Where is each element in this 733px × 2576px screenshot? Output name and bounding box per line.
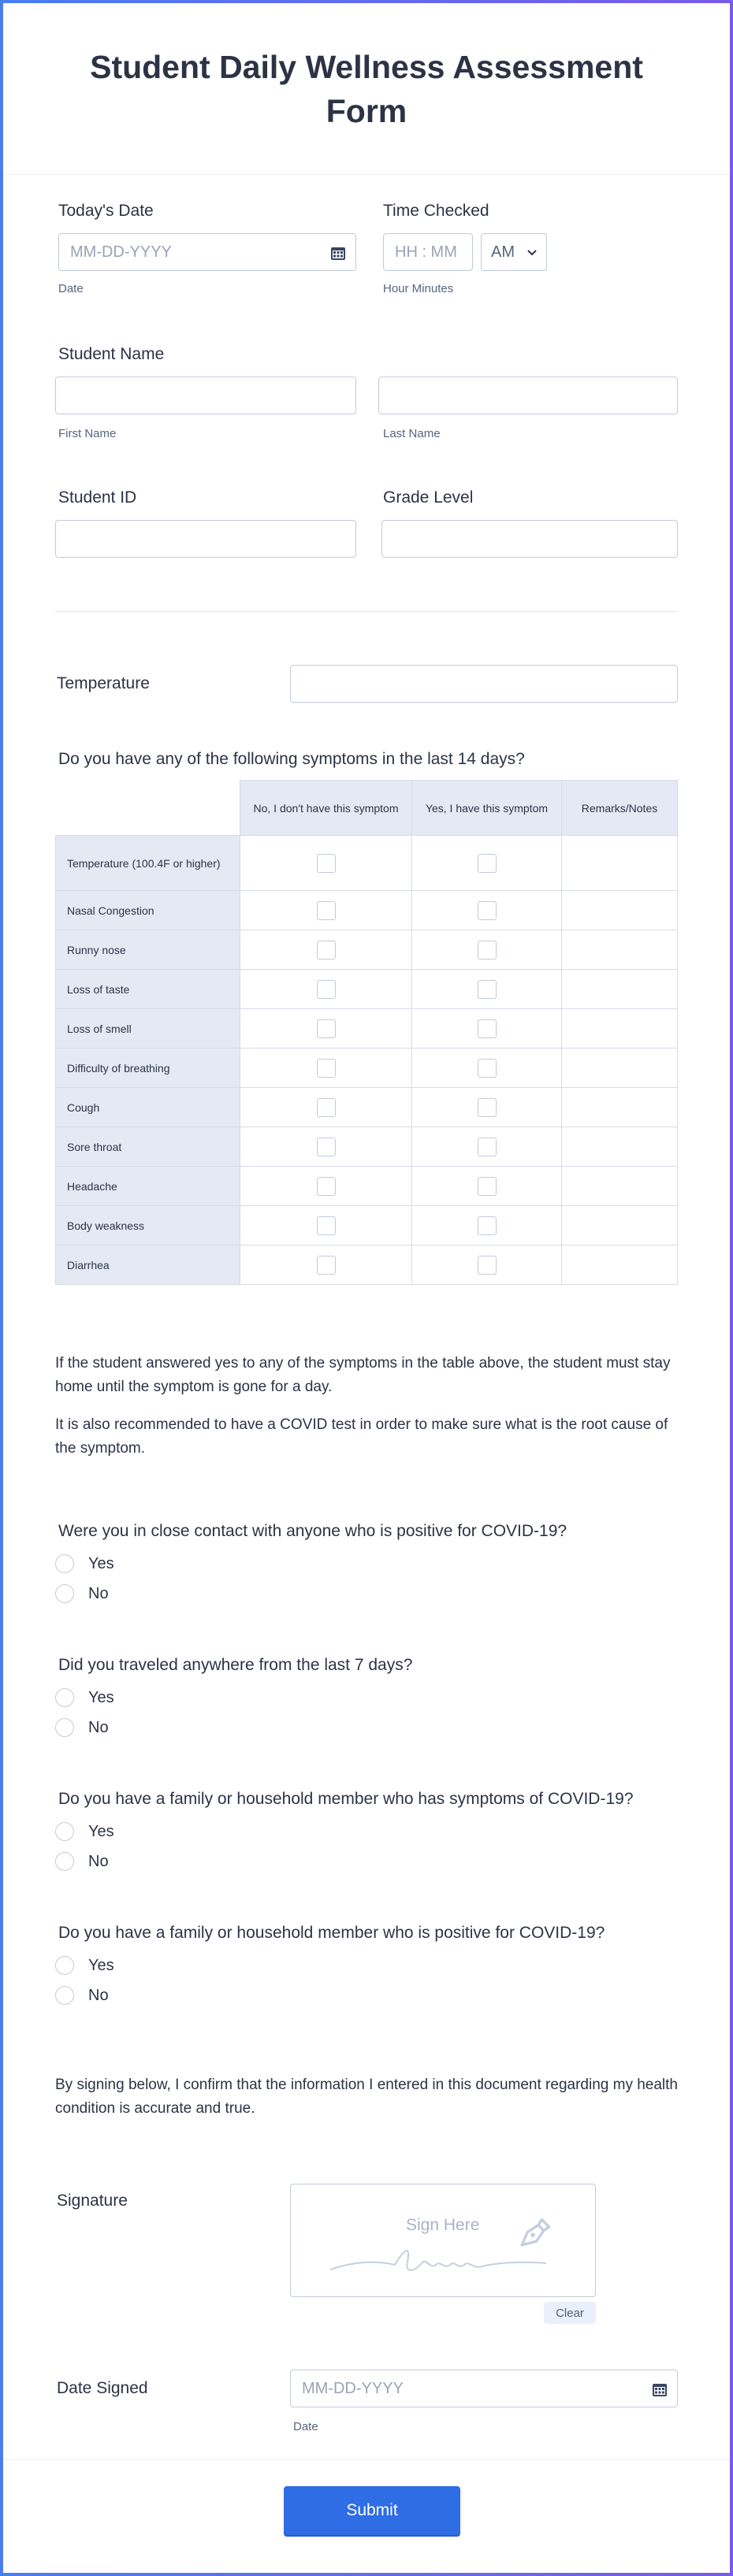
radio-option-yes[interactable] — [55, 1817, 678, 1847]
checkbox-no[interactable] — [317, 901, 336, 920]
row-label: Diarrhea — [56, 1245, 240, 1285]
checkbox-no[interactable] — [317, 1059, 336, 1078]
checkbox-no[interactable] — [317, 1019, 336, 1038]
radio-label: Yes — [88, 1822, 114, 1840]
signature-pad[interactable] — [290, 2184, 596, 2297]
checkbox-no[interactable] — [317, 1216, 336, 1235]
date-signed-input[interactable] — [290, 2370, 678, 2407]
table-row — [56, 1088, 678, 1127]
checkbox-yes[interactable] — [478, 1019, 497, 1038]
column-header-no: No, I don't have this symptom — [240, 781, 412, 836]
todays-date-sublabel: Date — [58, 282, 84, 295]
column-header-remarks: Remarks/Notes — [562, 781, 678, 836]
checkbox-yes[interactable] — [478, 1059, 497, 1078]
table-corner — [56, 781, 240, 836]
temperature-label: Temperature — [57, 674, 150, 692]
table-row — [56, 970, 678, 1009]
radio-button[interactable] — [55, 1584, 74, 1603]
last-name-sublabel: Last Name — [383, 427, 441, 440]
checkbox-no[interactable] — [317, 1138, 336, 1156]
date-signed-label: Date Signed — [57, 2379, 148, 2397]
checkbox-yes[interactable] — [478, 1138, 497, 1156]
calendar-icon[interactable] — [330, 245, 346, 261]
form-header — [3, 3, 730, 175]
table-row — [56, 836, 678, 891]
question-traveled — [55, 1656, 678, 1743]
student-name-label: Student Name — [58, 345, 165, 363]
radio-button[interactable] — [55, 1822, 74, 1841]
row-label: Sore throat — [56, 1127, 240, 1167]
info-paragraph-covid-test: It is also recommended to have a COVID test in order to make sure what is the root cause of the symptom. — [55, 1416, 668, 1457]
checkbox-no[interactable] — [317, 1256, 336, 1275]
radio-label: No — [88, 1584, 109, 1602]
symptoms-table — [55, 780, 678, 1285]
checkbox-no[interactable] — [317, 854, 336, 873]
radio-option-no[interactable] — [55, 1980, 678, 2010]
checkbox-yes[interactable] — [478, 854, 497, 873]
radio-option-no[interactable] — [55, 1713, 678, 1743]
first-name-sublabel: First Name — [58, 427, 117, 440]
radio-button[interactable] — [55, 1554, 74, 1573]
last-name-input[interactable] — [378, 377, 678, 414]
first-name-input[interactable] — [55, 377, 356, 414]
radio-option-yes[interactable] — [55, 1549, 678, 1579]
checkbox-yes[interactable] — [478, 1216, 497, 1235]
remarks-cell[interactable] — [562, 1167, 678, 1206]
signature-label: Signature — [57, 2192, 128, 2210]
radio-option-yes[interactable] — [55, 1951, 678, 1980]
question-household-symptoms — [55, 1790, 678, 1876]
question-text: Do you have a family or household member who is positive for COVID-19? — [58, 1924, 605, 1942]
radio-option-no[interactable] — [55, 1847, 678, 1876]
remarks-cell[interactable] — [562, 1049, 678, 1088]
chevron-down-icon — [527, 250, 537, 256]
form-page — [3, 3, 730, 2573]
row-label: Difficulty of breathing — [56, 1049, 240, 1088]
remarks-cell[interactable] — [562, 891, 678, 930]
signature-placeholder: Sign Here — [406, 2216, 480, 2234]
table-row — [56, 1167, 678, 1206]
footer-divider — [3, 2459, 730, 2460]
table-row — [56, 930, 678, 970]
radio-button[interactable] — [55, 1718, 74, 1737]
radio-button[interactable] — [55, 1956, 74, 1975]
time-placeholder: HH : MM — [395, 243, 457, 261]
checkbox-yes[interactable] — [478, 980, 497, 999]
todays-date-placeholder: MM-DD-YYYY — [70, 243, 172, 261]
question-close-contact — [55, 1522, 678, 1609]
row-label: Loss of smell — [56, 1009, 240, 1049]
time-input[interactable] — [383, 233, 473, 271]
checkbox-no[interactable] — [317, 941, 336, 960]
table-row — [56, 1049, 678, 1088]
row-label: Cough — [56, 1088, 240, 1127]
section-divider — [55, 611, 678, 612]
radio-button[interactable] — [55, 1852, 74, 1871]
radio-label: Yes — [88, 1688, 114, 1706]
row-label: Runny nose — [56, 930, 240, 970]
radio-option-yes[interactable] — [55, 1683, 678, 1713]
table-row — [56, 1206, 678, 1245]
question-text: Did you traveled anywhere from the last 7 days? — [58, 1656, 413, 1674]
row-label: Temperature (100.4F or higher) — [56, 836, 240, 891]
checkbox-yes[interactable] — [478, 941, 497, 960]
clear-signature-button[interactable]: Clear — [544, 2302, 596, 2324]
radio-label: No — [88, 1986, 109, 2004]
info-paragraph-stay-home: If the student answered yes to any of the symptoms in the table above, the student must stay home until the symptom is gone for a day. — [55, 1355, 671, 1395]
pen-icon — [515, 2216, 551, 2252]
todays-date-input[interactable] — [58, 233, 356, 271]
radio-label: Yes — [88, 1554, 114, 1572]
grade-level-label: Grade Level — [383, 488, 474, 507]
table-row — [56, 1245, 678, 1285]
remarks-cell[interactable] — [562, 1088, 678, 1127]
date-signed-placeholder: MM-DD-YYYY — [302, 2380, 404, 2397]
question-text: Were you in close contact with anyone who is positive for COVID-19? — [58, 1522, 567, 1540]
ampm-value: AM — [491, 243, 515, 261]
remarks-cell[interactable] — [562, 1245, 678, 1285]
table-row — [56, 1127, 678, 1167]
question-text: Do you have a family or household member who has symptoms of COVID-19? — [58, 1790, 634, 1808]
remarks-cell[interactable] — [562, 970, 678, 1009]
table-row — [56, 1009, 678, 1049]
row-label: Loss of taste — [56, 970, 240, 1009]
radio-label: Yes — [88, 1956, 114, 1974]
page-title: Student Daily Wellness Assessment Form — [90, 48, 643, 129]
checkbox-no[interactable] — [317, 1098, 336, 1117]
todays-date-label: Today's Date — [58, 202, 154, 220]
confirm-paragraph: By signing below, I confirm that the information I entered in this document regarding my health condition is accurate and true. — [55, 2077, 678, 2117]
row-label: Headache — [56, 1167, 240, 1206]
row-label: Body weakness — [56, 1206, 240, 1245]
remarks-cell[interactable] — [562, 1206, 678, 1245]
student-id-label: Student ID — [58, 488, 137, 507]
student-id-input[interactable] — [55, 520, 356, 558]
radio-label: No — [88, 1852, 109, 1870]
calendar-icon[interactable] — [652, 2381, 668, 2397]
remarks-cell[interactable] — [562, 930, 678, 970]
question-household-positive — [55, 1924, 678, 2010]
time-checked-label: Time Checked — [383, 202, 489, 220]
symptoms-question: Do you have any of the following symptoms in the last 14 days? — [58, 750, 525, 768]
column-header-yes: Yes, I have this symptom — [412, 781, 562, 836]
remarks-cell[interactable] — [562, 1009, 678, 1049]
ampm-select[interactable] — [481, 233, 547, 271]
date-signed-sublabel: Date — [293, 2420, 318, 2433]
remarks-cell[interactable] — [562, 1127, 678, 1167]
checkbox-no[interactable] — [317, 1177, 336, 1196]
radio-option-no[interactable] — [55, 1579, 678, 1609]
remarks-cell[interactable] — [562, 836, 678, 891]
radio-label: No — [88, 1718, 109, 1736]
time-sublabel: Hour Minutes — [383, 282, 454, 295]
checkbox-no[interactable] — [317, 980, 336, 999]
checkbox-yes[interactable] — [478, 1256, 497, 1275]
row-label: Nasal Congestion — [56, 891, 240, 930]
table-row — [56, 891, 678, 930]
checkbox-yes[interactable] — [478, 1098, 497, 1117]
grade-level-input[interactable] — [381, 520, 678, 558]
submit-button[interactable]: Submit — [284, 2486, 460, 2535]
temperature-input[interactable] — [290, 665, 678, 703]
radio-button[interactable] — [55, 1986, 74, 2005]
checkbox-yes[interactable] — [478, 901, 497, 920]
radio-button[interactable] — [55, 1688, 74, 1707]
checkbox-yes[interactable] — [478, 1177, 497, 1196]
